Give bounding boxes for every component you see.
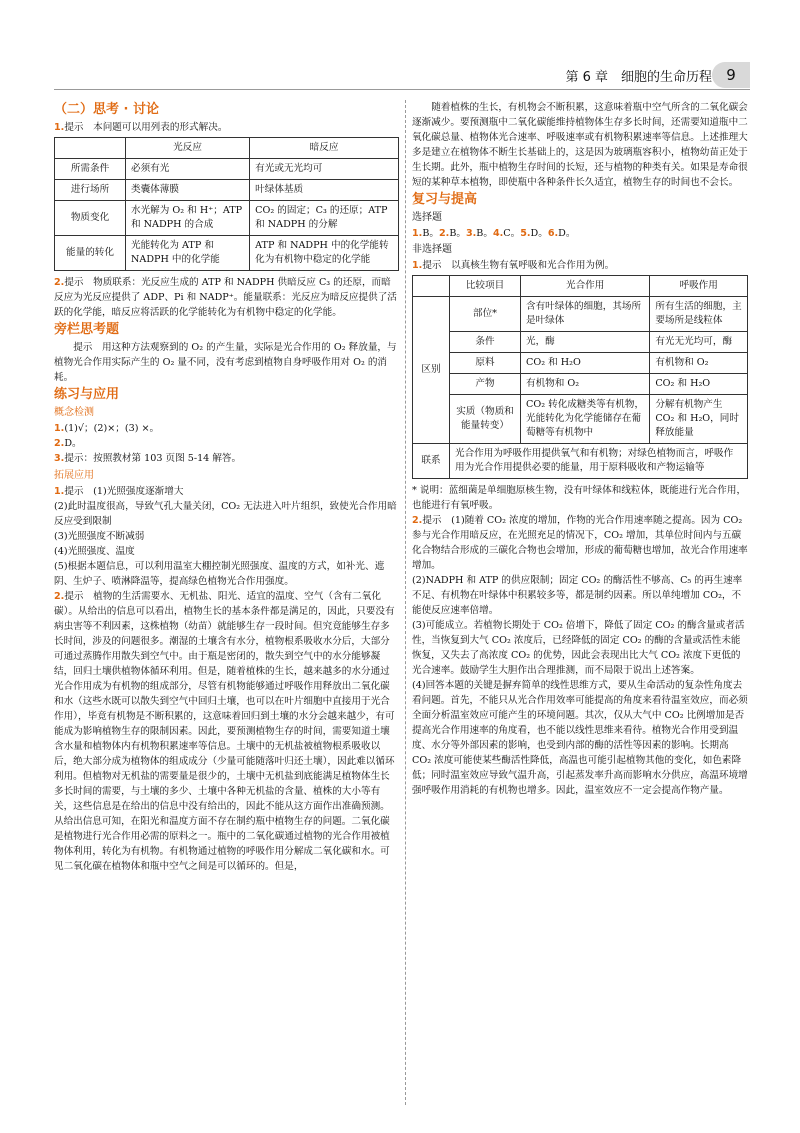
table-cell <box>413 276 450 297</box>
comparison-table-photo-resp <box>412 275 748 479</box>
header-rule <box>54 89 750 90</box>
table-cell: 分解有机物产生 CO₂ 和 H₂O，同时释放能量 <box>650 395 748 444</box>
concept-1: 1.(1)√；(2)×；(3) ×。 <box>54 423 160 434</box>
table-cell: CO₂ 和 H₂O <box>521 353 650 374</box>
extension-1-line: (3)光照强度不断减弱 <box>54 531 145 542</box>
table-cell: 光合作用 <box>521 276 650 297</box>
table-cell: 呼吸作用 <box>650 276 748 297</box>
table-row <box>55 236 399 271</box>
table-cell: 进行场所 <box>55 180 126 201</box>
table-row <box>413 332 748 353</box>
table-cell: 实质（物质和能量转变） <box>450 395 521 444</box>
table-cell: 光合作用为呼吸作用提供氧气和有机物；对绿色植物而言，呼吸作用为光合作用提供必要的能量，用于原料吸收和产物运输等 <box>450 444 748 479</box>
table-cell: 暗反应 <box>250 138 399 159</box>
section-title-discussion: （二）思考 · 讨论 <box>54 102 159 117</box>
table-cell: 光反应 <box>126 138 250 159</box>
table-cell: 条件 <box>450 332 521 353</box>
table-row <box>413 374 748 395</box>
extension-1-line: (5)根据本题信息，可以利用温室大棚控制光照强度、温度的方式，如补光、遮阴、生炉子、喷淋降温等，提高绿色植物光合作用强度。 <box>54 561 385 587</box>
table-row <box>413 444 748 479</box>
table-header-row <box>413 276 748 297</box>
table-cell: 有光或无光均可 <box>250 159 399 180</box>
section-title-review: 复习与提高 <box>412 192 478 207</box>
table-cell: 光，酶 <box>521 332 650 353</box>
concept-3: 3.提示：按照教材第 103 页图 5-14 解答。 <box>54 453 242 464</box>
answer-2: 2.提示 物质联系：光反应生成的 ATP 和 NADPH 供暗反应 C₃ 的还原，而暗反应为光反应提供了 ADP、Pi 和 NADP⁺。能量联系：光反应为暗反应提供了活跃的化学能，暗反应将活跃的化学能转化为有机物中稳定的化学能。 <box>54 277 397 318</box>
table-cell: 联系 <box>413 444 450 479</box>
extension-1-line: (4)光照强度、温度 <box>54 546 135 557</box>
answer-1: 1.提示 本问题可以用列表的形式解决。 <box>54 122 228 133</box>
concept-2: 2.D。 <box>54 438 82 449</box>
section-title-practice: 练习与应用 <box>54 387 120 402</box>
review-2-line: (4)回答本题的关键是摒弃简单的线性思维方式，要从生命活动的复杂性角度去看问题。首先，不能只从光合作用效率可能提高的角度来看待温室效应，而必须全面分析温室效应可能产生的环境问题。其次，仅从大气中 CO₂ 比例增加是否提高光合作用速率的角度看，也不能以线性思维来看待。植物光合作用受到温度、水分等外部因素的影响，也受到内部的酶的活性等因素的影响。长期高 CO₂ 浓度可能使某些酶活性降低，高温也可能引起植物其他的变化，如色素降低；同时温室效应导致气温升高，引起蒸发率升高而影响水分供应，高温环境增强呼吸作用消耗的有机物也增多。因此，温室效应不一定会提高作物产量。 <box>412 680 748 796</box>
table-cell: CO₂ 的固定；C₃ 的还原；ATP 和 NADPH 的分解 <box>250 201 399 236</box>
page-header <box>0 62 800 88</box>
table-cell: 原料 <box>450 353 521 374</box>
comparison-table-light-dark <box>54 137 399 271</box>
table-cell: 比较项目 <box>450 276 521 297</box>
table-cell: 水光解为 O₂ 和 H⁺；ATP 和 NADPH 的合成 <box>126 201 250 236</box>
table-cell: 产物 <box>450 374 521 395</box>
table-cell: 有光无光均可，酶 <box>650 332 748 353</box>
table-cell: 部位* <box>450 297 521 332</box>
table-cell: 有机物和 O₂ <box>521 374 650 395</box>
review-1: 1.提示 以真核生物有氧呼吸和光合作用为例。 <box>412 260 615 271</box>
subsection-concept-check: 概念检测 <box>54 407 94 418</box>
table-cell: 物质变化 <box>55 201 126 236</box>
table-cell: CO₂ 转化成糖类等有机物，光能转化为化学能储存在葡萄糖等有机物中 <box>521 395 650 444</box>
table-cell: 能量的转化 <box>55 236 126 271</box>
sidebar-answer: 提示 用这种方法观察到的 O₂ 的产生量，实际是光合作用的 O₂ 释放量，与植物光合作用实际产生的 O₂ 量不同，没有考虑到植物自身呼吸作用对 O₂ 的消耗。 <box>54 342 397 383</box>
table-row <box>55 159 399 180</box>
extension-1: 1.提示 (1)光照强度逐渐增大 <box>54 486 184 497</box>
table-note: * 说明：蓝细菌是单细胞原核生物，没有叶绿体和线粒体，既能进行光合作用，也能进行有氧呼吸。 <box>412 485 747 511</box>
table-row <box>55 180 399 201</box>
table-cell: 必须有光 <box>126 159 250 180</box>
right-column <box>412 100 748 798</box>
table-cell: 叶绿体基质 <box>250 180 399 201</box>
table-cell: 所需条件 <box>55 159 126 180</box>
extension-2: 2.提示 植物的生活需要水、无机盐、阳光、适宜的温度、空气（含有二氧化碳）。从给出的信息可以看出，植物生长的基本条件都是满足的，因此，只要没有病虫害等不利因素，这株植物（幼苗）就能够生存一段时间。但究竟能够生存多长时间，涉及的问题很多。潮湿的土壤含有水分，植物根系吸收水分后，大部分可通过蒸腾作用散失到空气中。由于瓶是密闭的，散失到空气中的水分能够凝结，回归土壤供植物体循环利用。但是，随着植株的生长，越来越多的水分通过光合作用成为有机物的组成部分，尽管有机物能够通过呼吸作用释放出二氧化碳和水（这些水既可以散失到空气中回归土壤，也可以在叶片细胞中直接用于光合作用），毕竟有机物是不断积累的，这意味着回归到土壤的水分会越来越少，有可能成为影响植物生存的限制因素。因此，要预测植物生存的时间，需要知道土壤含水量和植物体内有机物积累速率等信息。土壤中的无机盐被植物根系吸收以后，绝大部分成为植物体的组成成分（少量可能随落叶归还土壤），因此难以循环利用。但植物对无机盐的需要量是很少的，土壤中无机盐到底能满足植物体生长多长时间的需要，与土壤的多少、土壤中各种无机盐的含量、植株的大小等有关，这些信息是在给出的信息中没有给出的，因此不能从这方面作出准确预测。从给出信息可知，在阳光和温度方面不存在制约瓶中植物生存的问题。二氧化碳是植物进行光合作用必需的原料之一。瓶中的二氧化碳通过植物的光合作用被植物体利用，转化为有机物。有机物通过植物的呼吸作用分解成二氧化碳和水。可见二氧化碳在植物体和瓶中空气之间是可以循环的。但是， <box>54 591 395 872</box>
subsection-non-choice: 非选择题 <box>412 244 452 255</box>
table-row <box>413 353 748 374</box>
extension-1-line: (2)此时温度很高，导致气孔大量关闭，CO₂ 无法进入叶片组织，致使光合作用暗反应受到限制 <box>54 501 397 527</box>
review-2-line: (2)NADPH 和 ATP 的供应限制；固定 CO₂ 的酶活性不够高、C₅ 的再生速率不足、有机物在叶绿体中积累较多等，都是制约因素。所以单纯增加 CO₂，不能使反应速率倍增。 <box>412 575 743 616</box>
column-divider <box>405 100 406 1105</box>
extension-2-continued: 随着植株的生长，有机物会不断积累，这意味着瓶中空气所含的二氧化碳会逐渐减少。要预测瓶中二氧化碳能维持植物体生存多长时间，还需要知道瓶中二氧化碳总量、植物体光合速率、呼吸速率或有机物积累速率等信息。上述推理大多是建立在植物体不断生长基础上的，这是因为玻璃瓶容积小，植物幼苗正处于生长期。此外，瓶中植物生存时间的长短，还与植物的种类有关。如果是寿命很短的某种草本植物，即使瓶中各种条件长久适宜，植物生存的时间也不会长。 <box>412 102 748 188</box>
table-header-row <box>55 138 399 159</box>
table-cell: 含有叶绿体的细胞，其场所是叶绿体 <box>521 297 650 332</box>
section-title-sidebar: 旁栏思考题 <box>54 322 120 337</box>
page-number: 9 <box>712 62 750 88</box>
subsection-extension: 拓展应用 <box>54 470 94 481</box>
table-cell: 有机物和 O₂ <box>650 353 748 374</box>
review-2-line: (3)可能成立。若植物长期处于 CO₂ 倍增下，降低了固定 CO₂ 的酶含量或者活性，当恢复到大气 CO₂ 浓度后，已经降低的固定 CO₂ 的酶的含量或活性未能恢复，又失去了高浓度 CO₂ 的优势，因此会表现出比大气 CO₂ 浓度下更低的光合速率。鼓励学生大胆作出合理推测，而不局限于说出上述答案。 <box>412 620 745 676</box>
left-column <box>54 100 399 874</box>
table-cell: ATP 和 NADPH 中的化学能转化为有机物中稳定的化学能 <box>250 236 399 271</box>
table-row <box>55 201 399 236</box>
review-2: 2.提示 (1)随着 CO₂ 浓度的增加，作物的光合作用速率随之提高。因为 CO₂ 参与光合作用暗反应，在光照充足的情况下，CO₂ 增加，其单位时间内与五碳化合物结合形成的三碳化合物也会增加，形成的葡萄糖也增加，故光合作用速率增加。 <box>412 515 748 571</box>
table-row <box>413 395 748 444</box>
subsection-multiple-choice: 选择题 <box>412 212 442 223</box>
chapter-title: 第 6 章 细胞的生命历程 <box>565 70 712 85</box>
table-cell <box>55 138 126 159</box>
table-cell: 光能转化为 ATP 和 NADPH 中的化学能 <box>126 236 250 271</box>
table-row <box>413 297 748 332</box>
group-label: 区别 <box>413 297 450 444</box>
mc-answers: 1.B。2.B。3.B。4.C。5.D。6.D。 <box>412 228 576 239</box>
table-cell: CO₂ 和 H₂O <box>650 374 748 395</box>
table-cell: 类囊体薄膜 <box>126 180 250 201</box>
table-cell: 所有生活的细胞，主要场所是线粒体 <box>650 297 748 332</box>
